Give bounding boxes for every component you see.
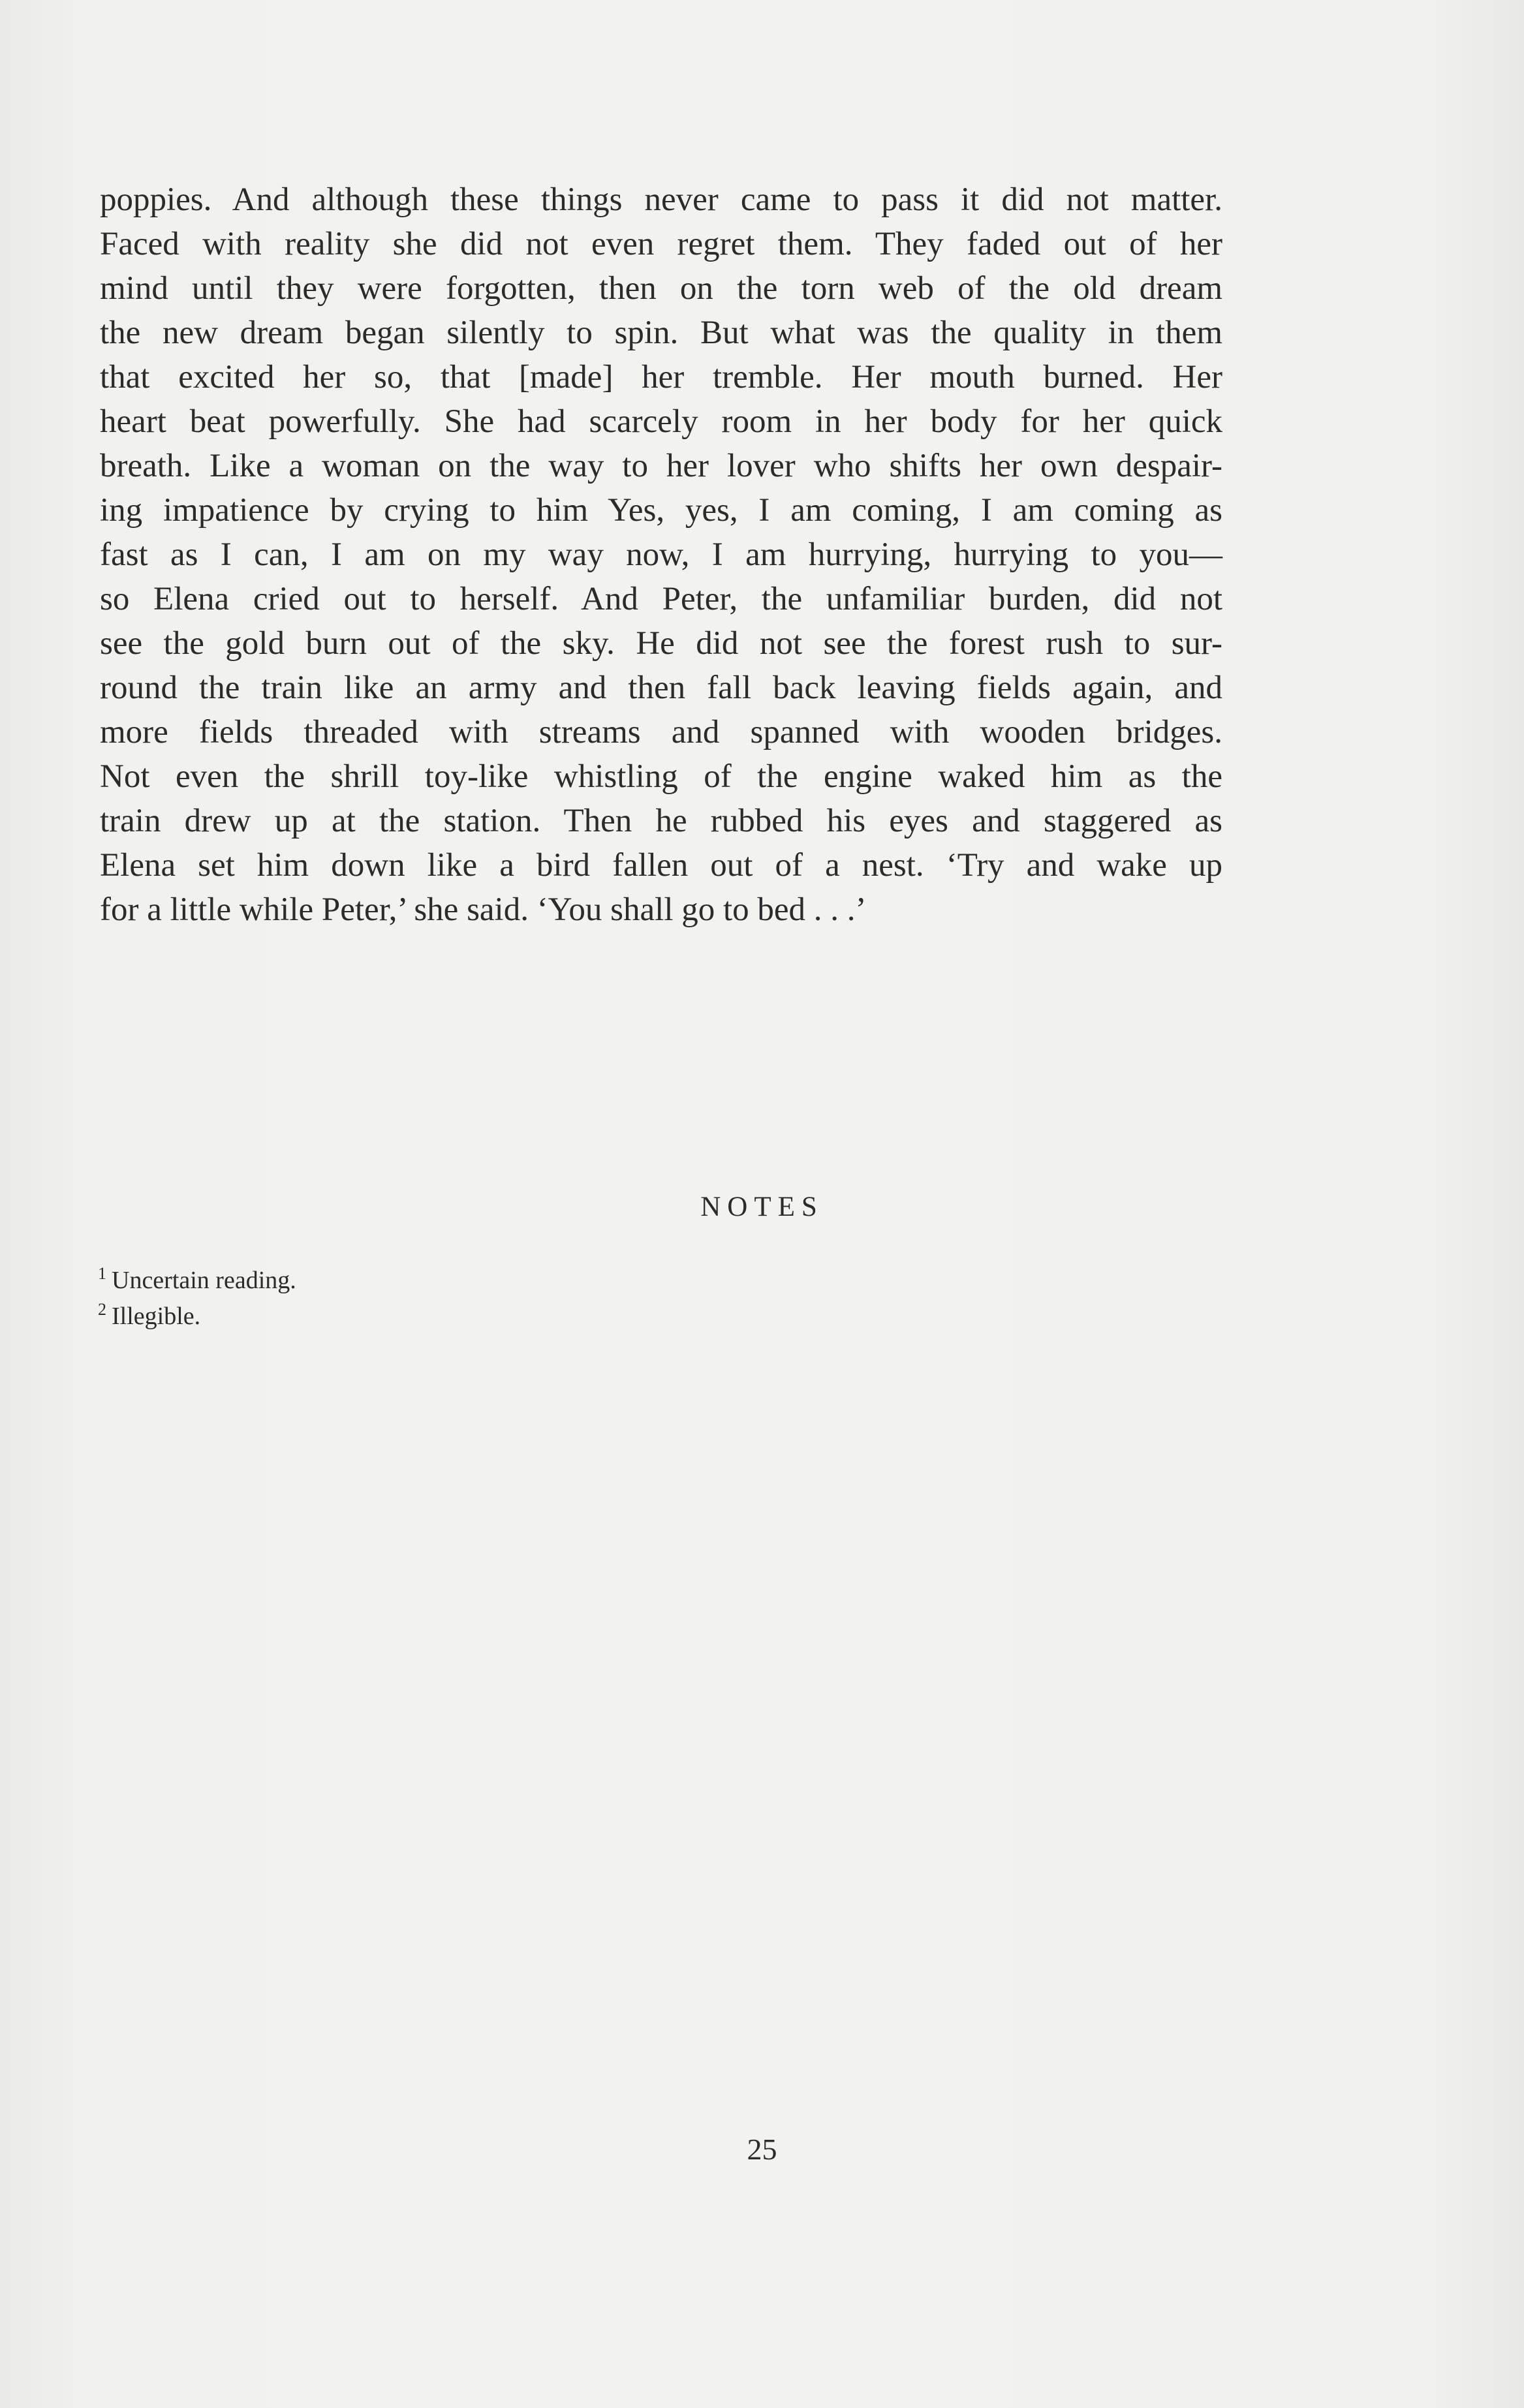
text-line: round the train like an army and then fall back leaving fields again, and [100, 670, 1222, 706]
text-line: train drew up at the station. Then he rubbed his eyes and staggered as [100, 803, 1222, 839]
text-line: Not even the shrill toy-like whistling of the engine waked him as the [100, 758, 1222, 795]
notes-heading: NOTES [700, 1192, 824, 1222]
page-number: 25 [747, 2133, 777, 2166]
text-line: breath. Like a woman on the way to her lover who shifts her own despair- [100, 448, 1222, 484]
footnote-text: Uncertain reading. [112, 1267, 296, 1294]
text-line: that excited her so, that [made] her tremble. Her mouth burned. Her [100, 359, 1222, 395]
text-line: ing impatience by crying to him Yes, yes, I am coming, I am coming as [100, 492, 1222, 529]
text-line: so Elena cried out to herself. And Peter, the unfamiliar burden, did not [100, 581, 1222, 617]
text-line: for a little while Peter,’ she said. ‘You shall go to bed . . .’ [100, 891, 867, 928]
footnote-marker: 2 [98, 1299, 106, 1319]
text-line: Faced with reality she did not even regret them. They faded out of her [100, 226, 1222, 262]
text-line: more fields threaded with streams and spanned with wooden bridges. [100, 714, 1222, 750]
footnote [98, 1263, 296, 1299]
body-text [100, 178, 1222, 932]
text-line: fast as I can, I am on my way now, I am hurrying, hurrying to you— [100, 536, 1222, 573]
footnote [98, 1299, 296, 1335]
footnote-marker: 1 [98, 1263, 106, 1283]
text-line: heart beat powerfully. She had scarcely room in her body for her quick [100, 403, 1222, 440]
footnotes [98, 1263, 296, 1335]
text-line: mind until they were forgotten, then on the torn web of the old dream [100, 270, 1222, 307]
footnote-text: Illegible. [112, 1303, 201, 1330]
text-line: Elena set him down like a bird fallen out of a nest. ‘Try and wake up [100, 847, 1222, 884]
text-line: the new dream began silently to spin. But what was the quality in them [100, 315, 1222, 351]
text-line: poppies. And although these things never came to pass it did not matter. [100, 181, 1222, 218]
text-line: see the gold burn out of the sky. He did not see the forest rush to sur- [100, 625, 1222, 662]
